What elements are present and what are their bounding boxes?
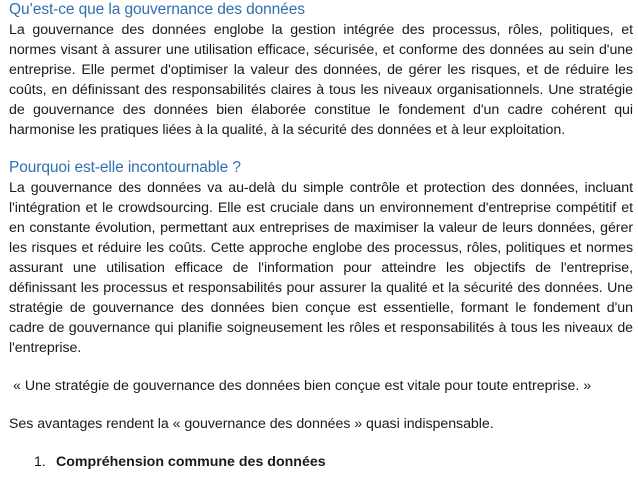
paragraph-why: La gouvernance des données va au-delà du simple contrôle et protection des données, incluant l'intégration et le crowdsourcing. Elle est cruciale dans un environnement d'entreprise compétitif et en constante évolution, permettant aux entreprises de maximiser la valeur de leurs données, gérer les risques et réduire les coûts. Cette approche englobe des processus, rôles, politiques et normes assurant une utilisation efficace de l'information pour atteindre les objectifs de l'entreprise, définissant les processus et responsabilités pour assurer la qualité et la sécurité des données. Une stratégie de gouvernance des données bien conçue est essentielle, formant le fondement d'un cadre de gouvernance qui planifie soigneusement les rôles et responsabilités à tous les niveaux de l'entreprise. [9, 180, 633, 356]
list-item-number: 1. [34, 454, 46, 470]
list-item-text: Compréhension commune des données [56, 454, 326, 470]
section-heading-what: Qu’est-ce que la gouvernance des données [9, 1, 305, 18]
spacer [9, 140, 633, 158]
spacer [9, 358, 633, 376]
section-heading-why: Pourquoi est-elle incontournable ? [9, 159, 241, 176]
advantages-list [9, 452, 633, 472]
quote: « Une stratégie de gouvernance des données bien conçue est vitale pour toute entreprise. » [13, 378, 592, 394]
paragraph-what: La gouvernance des données englobe la gestion intégrée des processus, rôles, politiques, et normes visant à assurer une utilisation efficace, sécurisée, et conforme des données au sein d'une entreprise. Elle permet d'optimiser la valeur des données, de gérer les risques, et de réduire les coûts, en définissant des responsabilités claires à tous les niveaux organisationnels. Une stratégie de gouvernance des données bien élaborée constitue le fondement d'un cadre cohérent qui harmonise les pratiques liées à la qualité, à la sécurité des données et à leur exploitation. [9, 22, 633, 138]
advantages-intro: Ses avantages rendent la « gouvernance des données » quasi indispensable. [9, 416, 494, 432]
spacer [9, 396, 633, 414]
document-page [9, 0, 633, 472]
list-item [9, 452, 633, 472]
spacer [9, 434, 633, 452]
